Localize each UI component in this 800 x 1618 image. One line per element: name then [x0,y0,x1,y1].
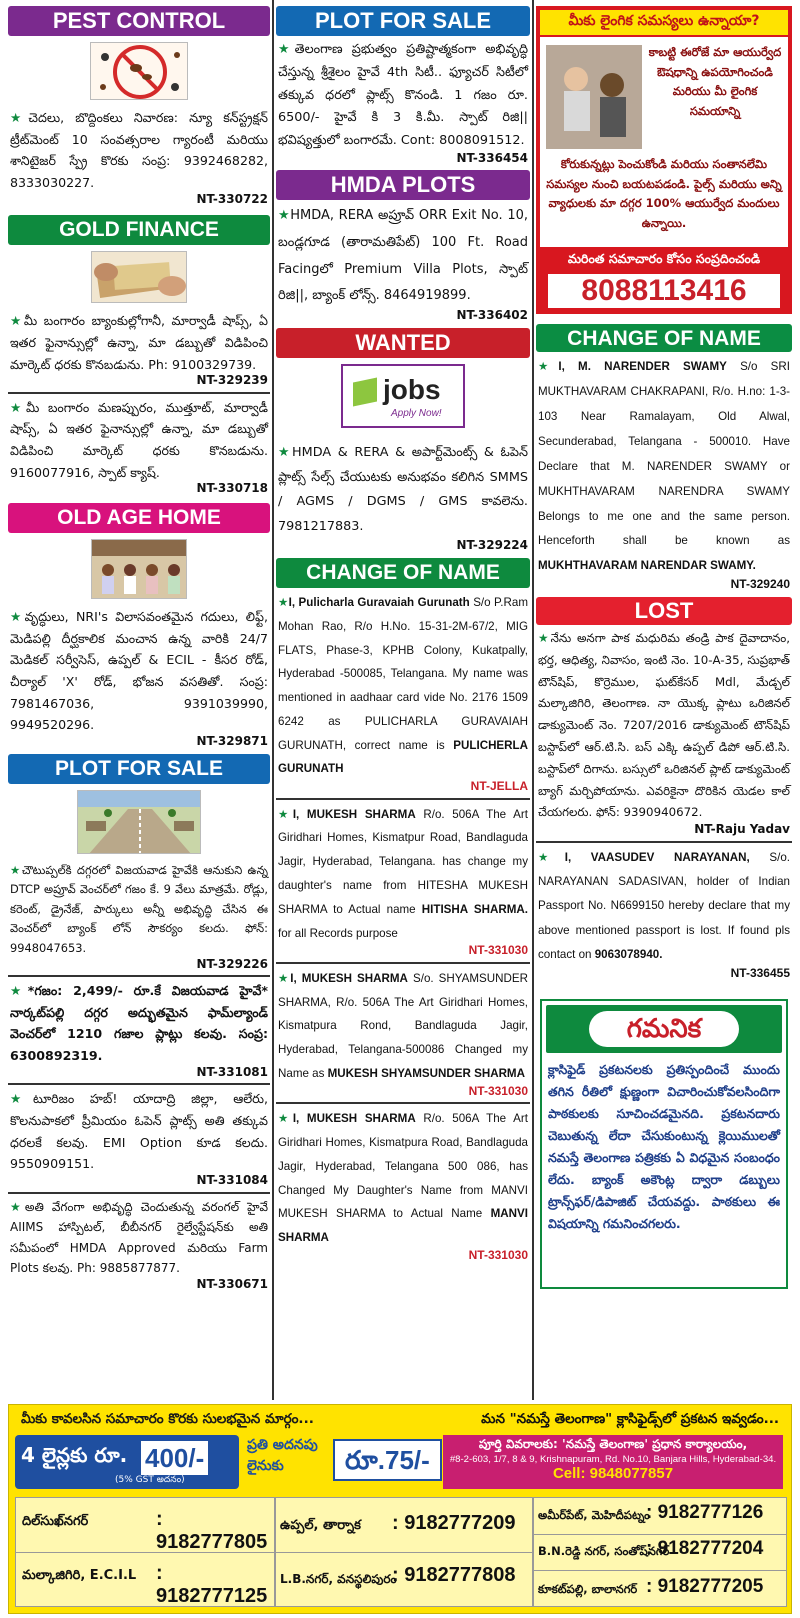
contact-area: అమీర్‌పేట్, మెహిదీపట్నం [538,1508,650,1522]
contacts-col-2 [275,1497,533,1607]
ad-text: HMDA, RERA అప్రూవ్ ORR Exit No. 10, బండ్లగూడ (తారామతిపేట్) 100 Ft. Road Facingలో Premium Villa Plots, స్పాట్ రిజి||, బ్యాంక్ లోన్స్. 8464919899. [278,208,529,304]
contact-area: B.N.రెడ్డి నగర్, సంతోష్‌నగర్ [538,1544,670,1558]
footer-panel [8,1404,792,1614]
health-side-text: కాబట్టి ఈరోజే మా ఆయుర్వేద ఔషధాన్ని ఉపయోగించండి మరియు మీ లైంగిక సమయాన్ని [648,45,782,118]
contact-area: L.B.నగర్, వనస్థలిపురం [280,1572,397,1586]
ad-text: చెదలు, బొద్దింకలు నివారణ: న్యూ కన్‌స్ట్రక్షన్ ట్రీట్‌మెంట్ 10 సంవత్సరాల గ్యారంటీ మరియు శానిటైజర్ స్ప్రే కొరకు సంప్ర: 9392468282, 8333030227. [10,110,268,190]
ad-code: NT-336454 [456,150,528,165]
list-item [536,843,792,981]
jobs-logo [341,364,465,428]
ad-text: మీ బంగారం బ్యాంకుల్లోగానీ, మార్వాడీ షాప్స్, ఏ ఇతర ఫైనాన్సుల్లో ఉన్నా, మా డబ్బుతో విడిపించి మార్కెట్ ధరకు కొనబడును. Ph: 9100329739. [10,313,268,372]
ad-code: NT-329239 [196,373,268,388]
list-item [276,800,530,959]
notice-box [540,999,788,1289]
divider [276,1552,532,1553]
ad-text: S/o. SHYAMSUNDER SHARMA, R/o. 506A The Art Giridhari Homes, Kismatpura Rond, Bandlaguda Jagir, Hyderabad, Telangana-500086 Changed my Name as [278,971,528,1080]
star-icon: ★ [10,399,26,415]
star-icon: ★ [10,609,25,624]
tagline-right: మన "నమస్తే తెలంగాణ" క్లాసిఫైడ్స్‌లో ప్రకటన ఇవ్వడం... [481,1411,779,1427]
list-item [276,36,530,166]
list-item [8,307,270,389]
star-icon: ★ [538,360,559,373]
ad-text: వృద్ధులు, NRI's విలాసవంతమైన గదులు, లిఫ్ట్, మెడిపల్లి దీర్ఘకాలిక మంచాన ఉన్న వారికి 24/7 మెడికల్ సర్వీసెస్, ఉప్పల్ & ECIL - కీసర రోడ్, చీర్యాల్ 'X' రోడ్, భోజన వసతితో. సంప్ర: 7981467036, 9391039990, 9949520296. [10,609,268,733]
column-divider [272,0,274,1400]
plot-for-sale-header: PLOT FOR SALE [276,6,530,36]
ad-text: టూరిజం హబ్! యాదాద్రి జిల్లా, ఆలేరు, కొలనుపాకలో ప్రీమియం ఓపెన్ ప్లాట్స్ అతి తక్కువ ధరలకే కలవు. EMI Option కూడ కలదు. 9550909151. [10,1091,269,1172]
lost-header: LOST [536,597,792,625]
contact-phone: : 9182777125 [156,1562,268,1607]
list-item [8,603,270,750]
list-item [8,1085,270,1188]
footer-tagline [9,1405,791,1430]
star-icon: ★ [10,110,29,125]
list-item [8,104,270,207]
list-item [8,1194,270,1293]
ad-text: R/o. 506A The Art Giridhari Homes, Kismatpura Road, Bandlaguda Jagir, Hyderabad, Telangana 500 086, has Changed My Daughter's Name from MANVI MUKESH SHARMA to Actual Name [278,1112,528,1221]
health-banner: మీకు లైంగిక సమస్యలు ఉన్నాయా? [540,10,788,35]
ad-code: NT-330718 [196,481,268,496]
list-item [276,200,530,323]
contact-area: ఉప్పల్, తార్నాక [280,1518,361,1533]
office-line: పూర్తి వివరాలకు: 'నమస్తే తెలంగాణ' ప్రధాన కార్యాలయం, [478,1437,748,1451]
ad-code: NT-329224 [456,538,528,553]
star-icon: ★ [10,1091,34,1107]
ad-code: NT-336455 [730,965,790,980]
wanted-header: WANTED [276,328,530,358]
star-icon: ★ [278,208,291,224]
ad-name: MUKHTHAVARAM NARENDAR SWAMY. [538,559,756,573]
ad-text: చౌటుప్పల్‌కి దగ్గరలో విజయవాడ హైవేకి ఆనుకుని ఉన్న DTCP అప్రూవ్ వెంచర్‌లో గజం కే. 9 వేలు మాత్రమే. రోడ్లు, కరెంట్, డ్రైనేజ్, పార్కులు అన్నీ అభివృద్ధి చేసిన ఈ వెంచర్‌లో బ్యాంక్ లోన్ సౌకర్యం కలదు. ఫోన్: 9948047653. [10,862,268,955]
divider [534,1534,786,1535]
ad-code: NT-336402 [456,307,528,322]
jobs-logo-subtext: Apply Now! [391,407,442,419]
health-advert [536,6,792,314]
health-contact-line: మరింత సమాచారం కోసం సంప్రదించండి [567,251,761,266]
star-icon: ★ [278,1112,293,1126]
contact-phone: : 9182777126 [646,1502,764,1523]
ad-code: NT-JELLA [470,779,528,794]
ad-code: NT-329240 [730,577,790,592]
ad-lead: I, MUKESH SHARMA [292,1112,416,1126]
tagline-left: మీకు కావలసిన సమాచారం కొరకు సులభమైన మార్గం... [21,1411,314,1427]
list-item [8,394,270,497]
star-icon: ★ [278,42,295,57]
change-of-name-header: CHANGE OF NAME [276,558,530,588]
star-icon: ★ [10,983,28,999]
extra-line-price: రూ.75/- [333,1439,442,1481]
list-item [276,964,530,1099]
notice-text: క్లాసిఫైడ్ ప్రకటనలకు ప్రతిస్పందించే ముందు తగిన రీతిలో క్షుణ్ణంగా విచారించుకోవలసిందిగా పాఠకులకు సూచించడమైనది. ప్రకటనదారు చెబుతున్న లేదా చేసుకుంటున్న క్లెయిములతో నమస్తే తెలంగాణ పత్రికకు ఏ విధమైన సంబంధం లేదు. బ్యాంక్ అకౌంట్ల ద్వారా డబ్బులు ట్రాన్స్‌ఫర్/డిపాజిట్ చేయవద్దు. పాఠకులు ఈ విషయాన్ని గమనించగలరు. [548,1062,780,1232]
pest-control-header: PEST CONTROL [8,6,270,36]
star-icon: ★ [278,595,289,609]
star-icon: ★ [10,862,22,877]
old-age-home-header: OLD AGE HOME [8,503,270,533]
health-body-text: కోరుకున్నట్లు పెంచుకోండి మరియు సంతానలేమి సమస్యల నుంచి బయటపడండి. పైల్స్ మరియు అన్ని వ్యాధులకు మా దగ్గర 100% ఆయుర్వేద మందులు ఉన్నాయి. [546,157,782,230]
list-item [8,977,270,1080]
column-right [536,0,792,1289]
star-icon: ★ [278,807,293,821]
pest-icon [90,42,188,100]
ad-name: MANVI SHARMA [278,1207,528,1245]
ad-code: NT-329226 [196,956,268,971]
ad-code: NT-331030 [468,1247,528,1262]
column-left [8,0,270,1293]
address-line: #8-2-603, 1/7, 8 & 9, Krishnapuram, Rd. No.10, Banjara Hills, Hyderabad-34. [449,1454,777,1465]
ad-text: HMDA & RERA & అపార్ట్‌మెంట్స్ & ఓపెన్ ప్లాట్స్ సేల్స్ చేయుటకు అనుభవం కలిగిన SMMS / AGMS / DGMS / GMS కావలెను. 7981217883. [278,444,528,535]
ad-text: S/o P.Ram Mohan Rao, R/o H.No. 15-31-2M-67/2, MIG FLATS, Phase-3, KPHB Colony, Kukatpally, Hyderabad -500085, Telangana. My name was mentioned in aadhaar card vide No. 2176 1509 6242 as PULICHARLA GURAVAIAH GURUNATH, correct name is [278,595,528,752]
ad-text: నేను అనగా పాక మధురిమ తండ్రి పాక దైవాదానం, భర్త, ఆధిత్య, నివాసం, ఇంటి నెం. 10-A-35, సుప్రభాత్ టౌన్‌షిప్, కొర్రెముల, ఘట్‌కేసర్ Mdl, మేడ్చల్ మల్కాజిగిరి, తెలంగాణ. నా యొక్క ప్లాటు ఒరిజినల్ డాక్యుమెంట్ నెం. 7207/2016 డాక్యుమెంట్ టౌన్‌షిప్ బస్టాప్‌లో ఆర్.టి.సి. బస్ ఎక్కి ఉప్పల్ డిపో ఆర్.టి.సి. బస్టాప్‌లో దిగాను. బస్సులో ఒరిజినల్ ప్లాట్ డాక్యుమెంట్ బ్యాగ్ మర్చిపోయాను. ఎవరికైనా దొరికిన యెడల కాల్ చేయగలరు. ఫోన్: 9390940672. [538,630,790,820]
ad-lead: I, VAASUDEV NARAYANAN, [564,850,750,864]
gst-note: (5% GST అదనం) [115,1475,185,1485]
jobs-icon [353,377,377,406]
ad-text: S/o SRI MUKTHAVARAM CHAKRAPANI, R/o. H.no: 1-3-103 Near Ramalayam, Old Alwal, Secunderabad, Telangana - 500010. Have Declare that M. NARENDER SWAMY or MUKHTHAVARAM NARENDRA SWAMY Belongs to me one and the same person. Henceforth shall be known as [538,360,790,548]
ad-lead: I, M. NARENDER SWAMY [558,360,727,373]
couple-image [546,45,642,149]
contact-area: కూకట్‌పల్లి, బాలానగర్ [538,1582,638,1596]
hmda-plots-header: HMDA PLOTS [276,170,530,200]
ad-name: MUKESH SHYAMSUNDER SHARMA [327,1066,525,1080]
change-of-name-header: CHANGE OF NAME [536,324,792,352]
ad-code: NT-331081 [196,1064,268,1079]
lines-price: 400/- [141,1441,208,1475]
contact-phone: : 9182777204 [646,1538,764,1559]
health-body [540,37,788,247]
pricing-box [15,1435,239,1489]
office-box [443,1435,783,1489]
contacts-col-1 [15,1497,275,1607]
ad-code: NT-331030 [468,1083,528,1098]
ad-text: for all Records purpose [278,926,398,940]
ad-lead: I, Pulicharla Guravaiah Gurunath [288,595,470,609]
ad-code: NT-331030 [468,943,528,958]
notice-title: గమనిక [589,1011,739,1047]
list-item [276,588,530,795]
ad-lead: I, MUKESH SHARMA [290,971,408,985]
list-item [8,858,270,973]
ad-name: HITISHA SHARMA. [421,902,528,916]
health-phone: 8088113416 [548,274,780,308]
old-age-home-image [91,539,187,599]
list-item [276,1104,530,1263]
cell-number: Cell: 9848077857 [552,1465,674,1482]
extra-line-label: ప్రతి అదనపు లైనుకు [247,1437,318,1474]
ad-text: S/o. NARAYANAN SADASIVAN, holder of Indian Passport No. N6699150 hereby declare that my above mentioned passport is lost. If found pls contact on [538,850,790,962]
ad-name: PULICHERLA GURUNATH [278,738,528,776]
contact-area: దిల్‌సుఖ్‌నగర్ [22,1514,89,1529]
ad-lead: I, MUKESH SHARMA [292,807,416,821]
contacts-col-3 [533,1497,787,1607]
gold-finance-header: GOLD FINANCE [8,215,270,245]
lines-label: 4 లైన్లకు రూ. [21,1443,128,1467]
contact-phone: : 9182777205 [646,1576,764,1597]
star-icon: ★ [538,850,565,864]
ad-code: NT-331084 [196,1173,268,1188]
star-icon: ★ [10,1199,25,1214]
ad-text: తెలంగాణ ప్రభుత్వం ప్రతిష్టాత్మకంగా అభివృద్ధి చేస్తున్న శ్రీశైలం హైవే 4th సిటీ.. ఫ్యూచర్ సిటీలో తక్కువ ధరలో ప్లాట్స్ కొనండి. 1 గజం రూ. 6500/- హైవే కి 3 కి.మీ. స్పాట్ రిజి|| భవిష్యత్తులో బంగారమే. Cont: 8008091512. [278,42,528,149]
ad-text: R/o. 506A The Art Giridhari Homes, Kismatpur Road, Bandlaguda Jagir, Hyderabad, Telangana. has change my daughter's name from HITESHA MUKESH SHARMA to Actual name [278,807,528,916]
star-icon: ★ [10,313,24,329]
money-image [91,251,187,303]
contact-phone: : 9182777209 [392,1512,516,1534]
contact-phone: : 9182777805 [156,1508,268,1553]
plot-layout-image [77,790,201,854]
column-divider [532,0,534,1400]
list-item [536,625,792,838]
divider [16,1552,274,1553]
star-icon: ★ [278,444,293,460]
contact-area: మల్కాజిగిరి, E.C.I.L [22,1568,137,1583]
plot-for-sale-header: PLOT FOR SALE [8,754,270,784]
star-icon: ★ [278,971,291,985]
list-item [276,438,530,554]
ad-code: NT-330722 [196,191,268,206]
ad-text: మీ బంగారం మణప్పురం, ముత్తూట్, మార్వాడీ షాప్స్, ఏ ఇతర ఫైనాన్సుల్లో ఉన్నా, మా డబ్బుతో విడిపించి మార్కెట్ ధరకు కొనబడును. 9160077916, స్పాట్ క్యాష్. [10,399,268,480]
ad-code: NT-330671 [196,1277,268,1292]
ad-text: అతి వేగంగా అభివృద్ధి చెందుతున్న వరంగల్ హైవే AIIMS హాస్పిటల్, బీబీనగర్ రైల్వేస్టేషన్‌కు అతి సమీపంలో HMDA Approved మరియు Farm Plots కలవు. Ph: 9885877877. [10,1199,268,1276]
divider [534,1570,786,1571]
column-middle [276,0,530,1264]
star-icon: ★ [538,630,551,645]
notice-title-bar [546,1005,782,1053]
jobs-logo-text: jobs [383,373,441,405]
contact-phone: : 9182777808 [392,1564,516,1586]
ad-code: NT-Raju Yadav [694,822,790,837]
list-item [536,352,792,593]
ad-phone: 9063078940. [594,948,663,962]
ad-code: NT-329871 [196,733,268,748]
ad-text: *గజం: 2,499/- రూ.కే విజయవాడ హైవే* నార్కట్‌పల్లి దగ్గర అద్భుతమైన ఫామ్‌ల్యాండ్ వెంచర్‌లో 1210 గజాల ప్లాట్లు కలవు. సంప్ర: 6300892319. [10,983,268,1064]
